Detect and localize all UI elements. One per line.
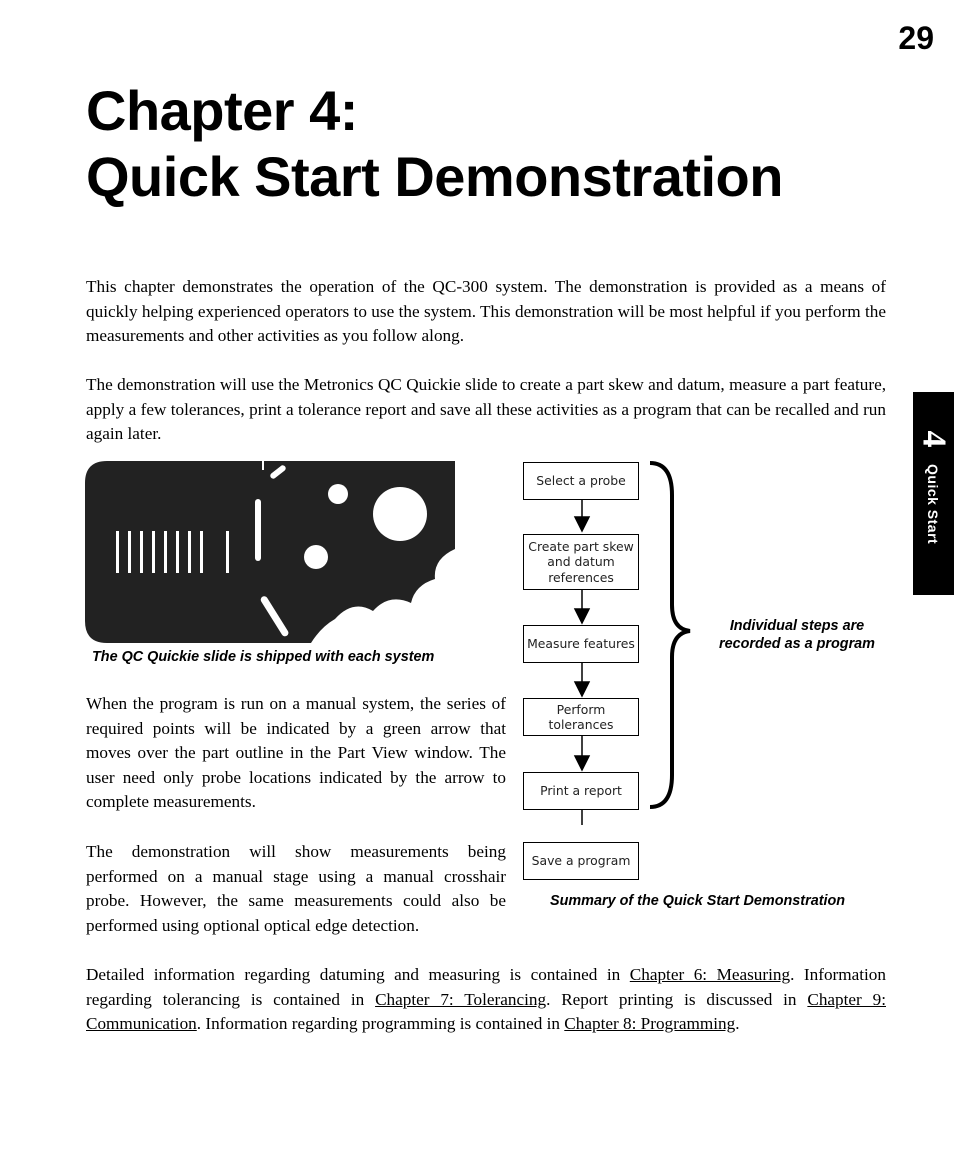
- flow-step-perform-tolerances: Perform tolerances: [523, 698, 639, 736]
- link-chapter-8[interactable]: Chapter 8: Programming: [564, 1014, 736, 1033]
- side-tab-number: 4: [915, 430, 953, 448]
- details-text-1: Detailed information regarding datuming and measuring is contained in: [86, 965, 630, 984]
- brace-label: [700, 617, 894, 653]
- link-chapter-9[interactable]: Chapter 9: Communication: [86, 989, 886, 1033]
- manual-stage-paragraph: The demonstration will show measurements being performed on a manual stage using a manual crosshair probe. However, the same measurements could also be performed using optional optical edge detection.: [86, 842, 506, 935]
- details-text-2: . Information regarding tolerancing is contained in: [86, 965, 886, 1009]
- details-text-4: . Information regarding programming is contained in: [196, 1014, 565, 1033]
- link-chapter-7[interactable]: Chapter 7: Tolerancing: [375, 989, 547, 1009]
- intro-paragraph: This chapter demonstrates the operation of the QC-300 system. The demonstration is provided as a means of quickly helping experienced operators to use the system. This demonstration will be most helpful if you perform the measurements and other activities as you follow along.: [86, 277, 886, 345]
- flow-step-select-probe: Select a probe: [523, 462, 639, 500]
- slide-caption: The QC Quickie slide is shipped with each system: [92, 649, 435, 665]
- chapter-title-line-2: Quick Start Demonstration: [86, 145, 783, 208]
- chapter-title: [86, 78, 783, 210]
- side-tab-label: Quick Start: [925, 464, 941, 545]
- details-text-3: . Report printing is discussed in: [546, 989, 808, 1009]
- flow-caption: Summary of the Quick Start Demonstration: [550, 893, 846, 909]
- flow-step-save-program: Save a program: [523, 842, 639, 880]
- manual-system-paragraph: When the program is run on a manual system, the series of required points will be indicated by a green arrow that moves over the part outline in the Part View window. The user need only probe locations indicated by the arrow to complete measurements.: [86, 694, 506, 811]
- chapter-title-line-1: Chapter 4:: [86, 79, 358, 142]
- link-chapter-6[interactable]: Chapter 6: Measuring: [629, 965, 791, 984]
- qc-quickie-slide-image: [85, 461, 457, 643]
- details-paragraph: [86, 963, 886, 1037]
- page-number: 29: [898, 20, 934, 56]
- flow-step-measure-features: Measure features: [523, 625, 639, 663]
- brace-label-line-2: recorded as a program: [719, 636, 875, 652]
- flow-step-print-report: Print a report: [523, 772, 639, 810]
- brace-label-line-1: Individual steps are: [729, 618, 865, 634]
- flow-step-create-skew-datum: Create part skew and datum references: [523, 534, 639, 590]
- chapter-side-tab: [913, 392, 954, 595]
- details-text-5: .: [735, 1014, 740, 1033]
- demo-paragraph: The demonstration will use the Metronics QC Quickie slide to create a part skew and datum, measure a part feature, apply a few tolerances, print a tolerance report and save all these activities as a program that can be recalled and run again later.: [86, 375, 886, 443]
